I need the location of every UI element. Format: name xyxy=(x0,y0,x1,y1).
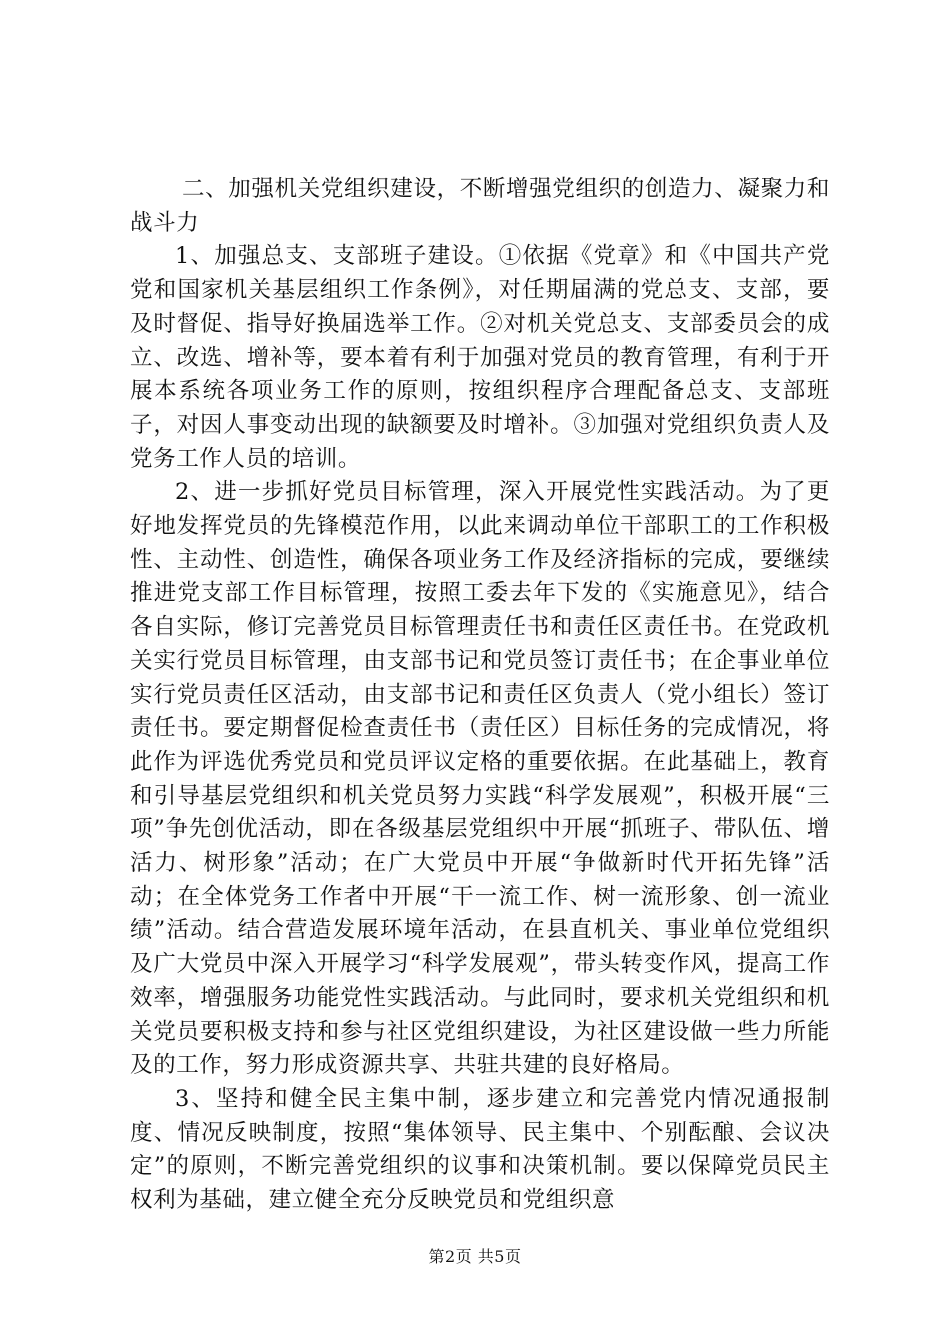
section-heading: 二、加强机关党组织建设，不断增强党组织的创造力、凝聚力和战斗力 xyxy=(130,176,830,236)
page-number-footer: 第2页 共5页 xyxy=(428,1247,522,1266)
paragraph-item-2: 2、进一步抓好党员目标管理，深入开展党性实践活动。为了更好地发挥党员的先锋模范作用，以此来调动单位干部职工的工作积极性、主动性、创造性，确保各项业务工作及经济指标的完成，要继续推进党支部工作目标管理，按照工委去年下发的《实施意见》，结合各自实际，修订完善党员目标管理责任书和责任区责任书。在党政机关实行党员目标管理，由支部书记和党员签订责任书；在企事业单位实行党员责任区活动，由支部书记和责任区负责人（党小组长）签订责任书。要定期督促检查责任书（责任区）目标任务的完成情况，将此作为评选优秀党员和党员评议定格的重要依据。在此基础上，教育和引导基层党组织和机关党员努力实践“科学发展观”，积极开展“三项”争先创优活动，即在各级基层党组织中开展“抓班子、带队伍、增活力、树形象”活动；在广大党员中开展“争做新时代开拓先锋”活动；在全体党务工作者中开展“干一流工作、树一流形象、创一流业绩”活动。结合营造发展环境年活动，在县直机关、事业单位党组织及广大党员中深入开展学习“科学发展观”，带头转变作风，提高工作效率，增强服务功能党性实践活动。与此同时，要求机关党组织和机关党员要积极支持和参与社区党组织建设，为社区建设做一些力所能及的工作，努力形成资源共享、共驻共建的良好格局。 xyxy=(130,479,830,1079)
paragraph-item-1: 1、加强总支、支部班子建设。①依据《党章》和《中国共产党党和国家机关基层组织工作条例》，对任期届满的党总支、支部，要及时督促、指导好换届选举工作。②对机关党总支、支部委员会的成立、改选、增补等，要本着有利于加强对党员的教育管理，有利于开展本系统各项业务工作的原则，按组织程序合理配备总支、支部班子，对因人事变动出现的缺额要及时增补。③加强对党组织负责人及党务工作人员的培训。 xyxy=(130,243,830,472)
paragraph-item-3: 3、坚持和健全民主集中制，逐步建立和完善党内情况通报制度、情况反映制度，按照“集体领导、民主集中、个别酝酿、会议决定”的原则，不断完善党组织的议事和决策机制。要以保障党员民主权利为基础，建立健全充分反映党员和党组织意 xyxy=(130,1085,830,1214)
document-body xyxy=(130,173,830,1218)
